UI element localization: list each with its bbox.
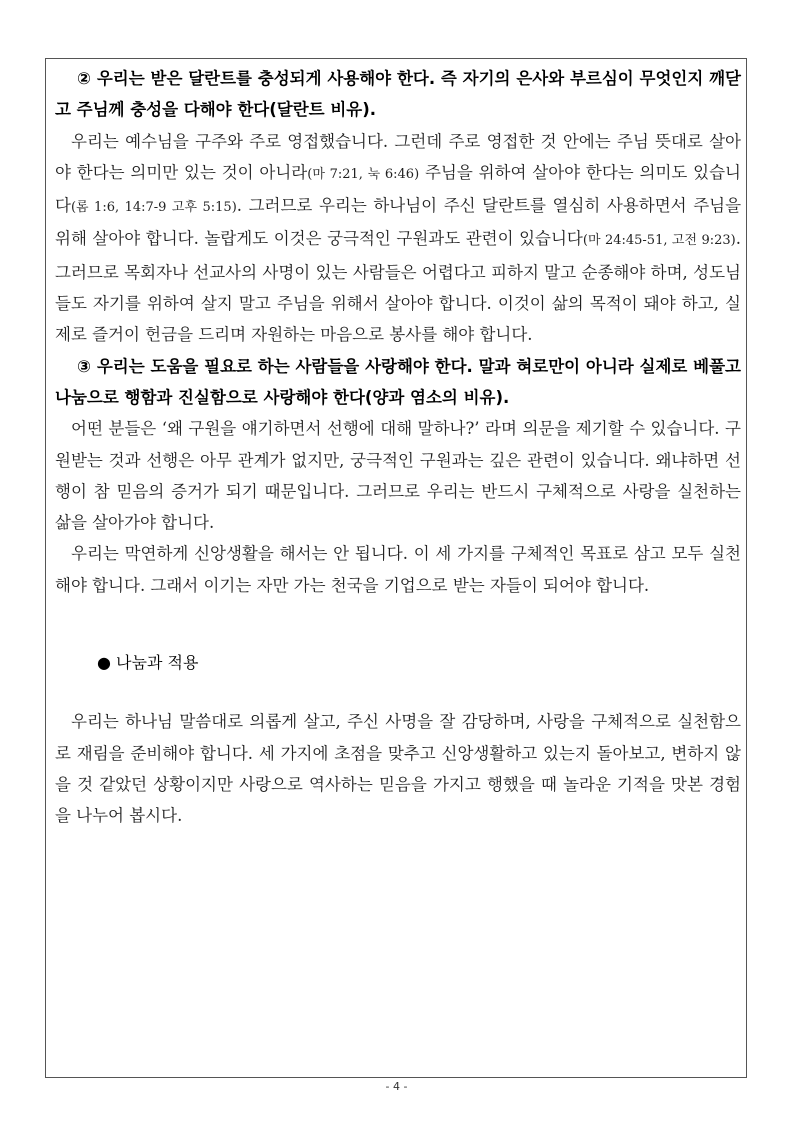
- section-2-text-a: 우리는 예수님을 구주와 주로 영접했습니다. 그런데 주로 영접한 것 안에는 주님 뜻대로 살아야 한다는 의미만 있는 것이 아니라: [55, 131, 741, 182]
- page-number: - 4 -: [385, 1080, 408, 1093]
- scripture-ref-3: (마 24:45-51, 고전 9:23): [582, 233, 736, 249]
- section-3-heading: ③ 우리는 도움을 필요로 하는 사람들을 사랑해야 한다. 말과 혀로만이 아니라 실제로 베풀고 나눔으로 행함과 진실함으로 사랑해야 한다(양과 염소의 비유).: [55, 356, 741, 407]
- section-3-paragraph-2: 우리는 막연하게 신앙생활을 해서는 안 됩니다. 이 세 가지를 구체적인 목표로 삼고 모두 실천해야 합니다. 그래서 이기는 자만 가는 천국을 기업으로 받는 자들이 되어야 합니다.: [55, 544, 741, 595]
- section-2-text-b: 주님을 위하여 살아야 한다는 의미도 있습니다: [55, 162, 741, 216]
- sharing-paragraph: 우리는 하나님 말씀대로 의롭게 살고, 주신 사명을 잘 감당하며, 사랑을 구체적으로 실천함으로 재림을 준비해야 합니다. 세 가지에 초점을 맞추고 신앙생활하고 있는지 돌아보고, 변하지 않을 것 같았던 상황이지만 사랑으로 역사하는 믿음을 가지고 행했을 때 놀라운 기적을 맛본 경험을 나누어 봅시다.: [55, 712, 741, 826]
- section-2-paragraph: [55, 126, 741, 351]
- section-2-text-c: . 그러므로 우리는 하나님이 주신 달란트를 열심히 사용하면서 주님을 위해 살아야 합니다. 놀랍게도 이것은 궁극적인 구원과도 관련이 있습니다: [55, 196, 742, 249]
- scripture-ref-1: (마 7:21, 눅 6:46): [307, 166, 420, 182]
- scripture-ref-2: (롬 1:6, 14:7-9 고후 5:15): [70, 200, 237, 216]
- section-2-heading: ② 우리는 받은 달란트를 충성되게 사용해야 한다. 즉 자기의 은사와 부르심이 무엇인지 깨닫고 주님께 충성을 다해야 한다(달란트 비유).: [55, 69, 741, 120]
- section-3-paragraph-1: 어떤 분들은 ‘왜 구원을 얘기하면서 선행에 대해 말하나?’ 라며 의문을 제기할 수 있습니다. 구원받는 것과 선행은 아무 관계가 없지만, 궁극적인 구원과는 깊은 관련이 있습니다. 왜냐하면 선행이 참 믿음의 증거가 되기 때문입니다. 그러므로 우리는 반드시 구체적으로 사랑을 실천하는 삶을 살아가야 합니다.: [55, 419, 741, 533]
- sharing-title: ● 나눔과 적용: [97, 653, 199, 673]
- document-body: [55, 63, 741, 832]
- section-2-text-d: . 그러므로 목회자나 선교사의 사명이 있는 사람들은 어렵다고 피하지 말고 순종해야 하며, 성도님들도 자기를 위하여 살지 말고 주님을 위해서 살아야 합니다. 이것이 삶의 목적이 돼야 하고, 실제로 즐거이 헌금을 드리며 자원하는 마음으로 봉사를 해야 합니다.: [55, 229, 741, 345]
